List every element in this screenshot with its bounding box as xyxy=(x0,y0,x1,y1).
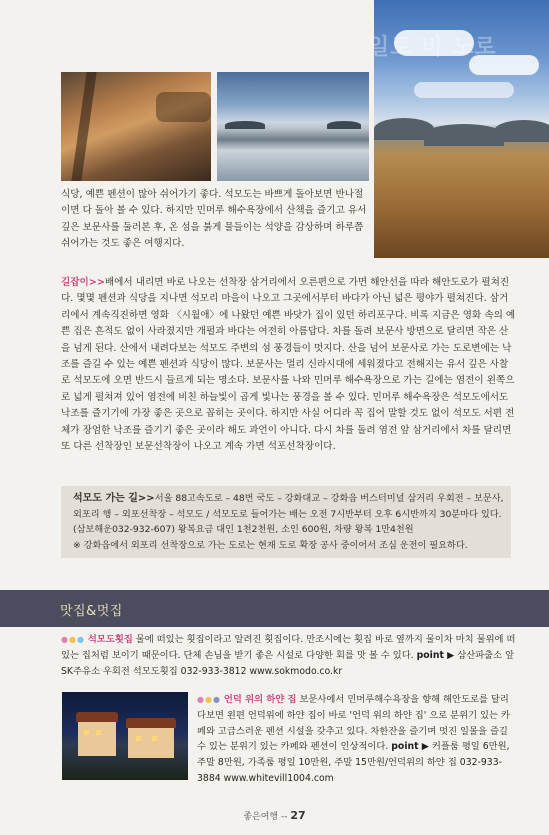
restaurant-entry xyxy=(61,632,517,679)
bullet-dots-icon: ●●● xyxy=(61,635,85,644)
info-route: 서울 88고속도로 – 48번 국도 – 강화대교 – 강화읍 버스터미널 삼거리 우회전 – 보문사, 외포리 행 – 외포선착장 – 석모도 / 석모도로 들어가는 배는 오전 7시반부터 오후 6시반까지 30분마다 있다. (삼보해운032-932-607) 왕복요금 대인 1천2천원, 소인 600원, 차량 왕복 1만4천원 xyxy=(73,493,504,536)
info-heading: 석모도 가는 길>> xyxy=(73,493,155,504)
page-number: 27 xyxy=(290,809,306,822)
info-note: ※ 강화읍에서 외포리 선착장으로 가는 도로는 현재 도로 확장 공사 중이어서 조심 운전이 필요하다. xyxy=(73,539,468,551)
restaurant-desc: 보문사에서 민머루해수욕장을 향해 해안도로를 달리다보면 왼편 언덕위에 하얀 집이 바로 '언덕 위의 하얀 집' 으로 분위기 있는 카페와 고급스러운 펜션 시설을 갖추고 있다. 차한잔을 즐기며 멋진 일몰을 즐길 수 있는 분위기 있는 카페와 펜션이 인상적이다. xyxy=(197,694,510,753)
intro-paragraph: 식당, 예쁜 펜션이 많아 쉬어가기 좋다. 석모도는 바쁘게 돌아보면 반나절이면 다 돌아 볼 수 있다. 하지만 민머루 해수욕장에서 산책을 즐기고 유서 깊은 보문사를 둘러본 후, 온 섬을 붉게 물들이는 석양을 감상하며 하루쯤 쉬어가는 것도 좋은 여행지다. xyxy=(61,189,367,250)
restaurant-name: 석모도횟집 xyxy=(87,634,133,645)
directions-paragraph xyxy=(61,275,516,455)
page-footer xyxy=(0,809,549,822)
directions-body: 배에서 내리면 바로 나오는 선착장 삼거리에서 오른편으로 가면 해안선을 따라 해안도로가 펼쳐진다. 몇몇 펜션과 식당을 지나면 석모리 마을이 나오고 그곳에서부터 바다가 아닌 넓은 평야가 펼쳐진다. 삼거리에서 계속직진하면 영화 〈시월애〉에 나왔던 예쁜 바닷가 집이 있던 하리포구다. 비록 지금은 영화 속의 예쁜 집은 흔적도 없이 사라졌지만 개펄과 바다는 여전히 아름답다. 차를 돌려 보문사 방면으로 달리면 작은 산을 넘게 된다. 산에서 내려다보는 석모도 주변의 섬 풍경들이 멋지다. 산을 넘어 보문사로 가는 도로변에는 낙조를 즐길 수 있는 예쁜 펜션과 식당이 많다. 보문사는 멀리 신라시대에 세워졌다고 전해지는 유서 깊은 사찰로 석모도에 오면 반드시 들르게 되는 명소다. 보문사를 나와 민머루 해수욕장으로 가는 길에는 염전이 왼쪽으로 넓게 펼쳐져 있어 염전에 비친 하늘빛이 곱게 빛나는 풍경을 볼 수 있다. 민머루 해수욕장은 석모도에서도 낙조를 즐기기에 가장 좋은 곳으로 꼽히는 곳이다. 하지만 사실 어디라 꼭 집어 말할 것도 없이 석모도 서편 전체가 장엄한 낙조를 즐기기 좋은 곳이라 해도 과언이 아니다. 다시 차를 돌려 염전 앞 삼거리에서 차를 달리면 또 다른 선착장인 보문선착장이 나오고 계속 가면 석포선착장이다. xyxy=(61,277,516,453)
directions-lead: 길잡이>> xyxy=(61,277,105,288)
restaurant-desc: 물에 떠있는 횟집이라고 알려진 횟집이다. 만조시에는 횟집 바로 옆까지 물이차 마치 물위에 떠있는 집처럼 보이기 때문이다. 단체 손님을 받기 좋은 시설로 다양한 회를 맛 볼 수 있다. xyxy=(61,634,516,661)
sunset-sea-photo xyxy=(217,72,369,181)
restaurant-point: 커플룸 평일 6만원, 주말 8만원, 가족룸 평일 10만원, 주말 15만원/언덕위의 하얀 집 032-933-3884 www.whitevill1004.com xyxy=(197,741,510,784)
section-title: 맛집&멋집 xyxy=(60,604,123,619)
restaurant-entry xyxy=(197,692,517,787)
point-label: point ▶ xyxy=(391,741,429,753)
restaurant-point: 삼산파출소 앞 SK주유소 우회전 석모도횟집 032-933-3812 www.sokmodo.co.kr xyxy=(61,649,515,677)
cliff-photo xyxy=(61,72,211,181)
point-label: point ▶ xyxy=(416,649,455,661)
white-house-photo xyxy=(62,692,188,780)
ghost-heading: 일로 비 노로 xyxy=(368,35,497,60)
travel-info xyxy=(73,491,505,553)
magazine-name: 좋은여행 -- xyxy=(243,812,291,822)
bullet-dots-icon: ●●● xyxy=(197,695,221,704)
restaurant-name: 언덕 위의 하얀 집 xyxy=(223,694,297,705)
